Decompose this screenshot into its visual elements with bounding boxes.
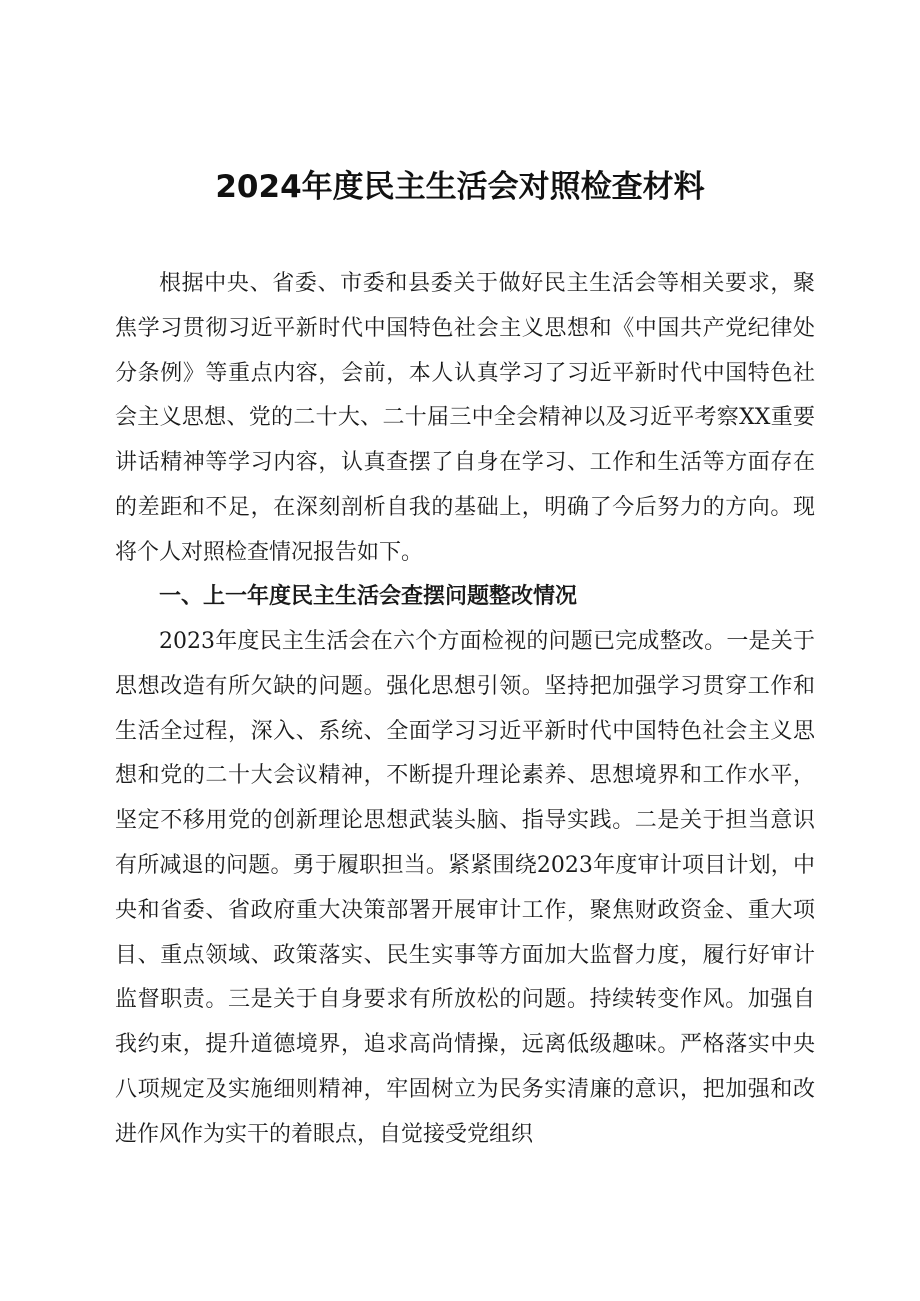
section-heading: 一、上一年度民主生活会查摆问题整改情况 [159,584,578,609]
document-title: 2024年度民主生活会对照检查材料 [215,169,705,205]
section-paragraph: 2023年度民主生活会在六个方面检视的问题已完成整改。一是关于思想改造有所欠缺的问题。强化思想引领。坚持把加强学习贯穿工作和生活全过程，深入、系统、全面学习习近平新时代中国特色社会主义思想和党的二十大会议精神，不断提升理论素养、思想境界和工作水平，坚定不移用党的创新理论思想武装头脑、指导实践。二是关于担当意识有所减退的问题。勇于履职担当。紧紧围绕2023年度审计项目计划，中央和省委、省政府重大决策部署开展审计工作，聚焦财政资金、重大项目、重点领域、政策落实、民生实事等方面加大监督力度，履行好审计监督职责。三是关于自身要求有所放松的问题。持续转变作风。加强自我约束，提升道德境界，追求高尚情操，远离低级趣味。严格落实中央八项规定及实施细则精神，牢固树立为民务实清廉的意识，把加强和改进作风作为实干的着眼点，自觉接受党组织 [115,629,815,1147]
intro-paragraph: 根据中央、省委、市委和县委关于做好民主生活会等相关要求，聚焦学习贯彻习近平新时代中国特色社会主义思想和《中国共产党纪律处分条例》等重点内容，会前，本人认真学习了习近平新时代中国特色社会主义思想、党的二十大、二十届三中全会精神以及习近平考察XX重要讲话精神等学习内容，认真查摆了自身在学习、工作和生活等方面存在的差距和不足，在深刻剖析自我的基础上，明确了今后努力的方向。现将个人对照检查情况报告如下。 [115,271,815,565]
